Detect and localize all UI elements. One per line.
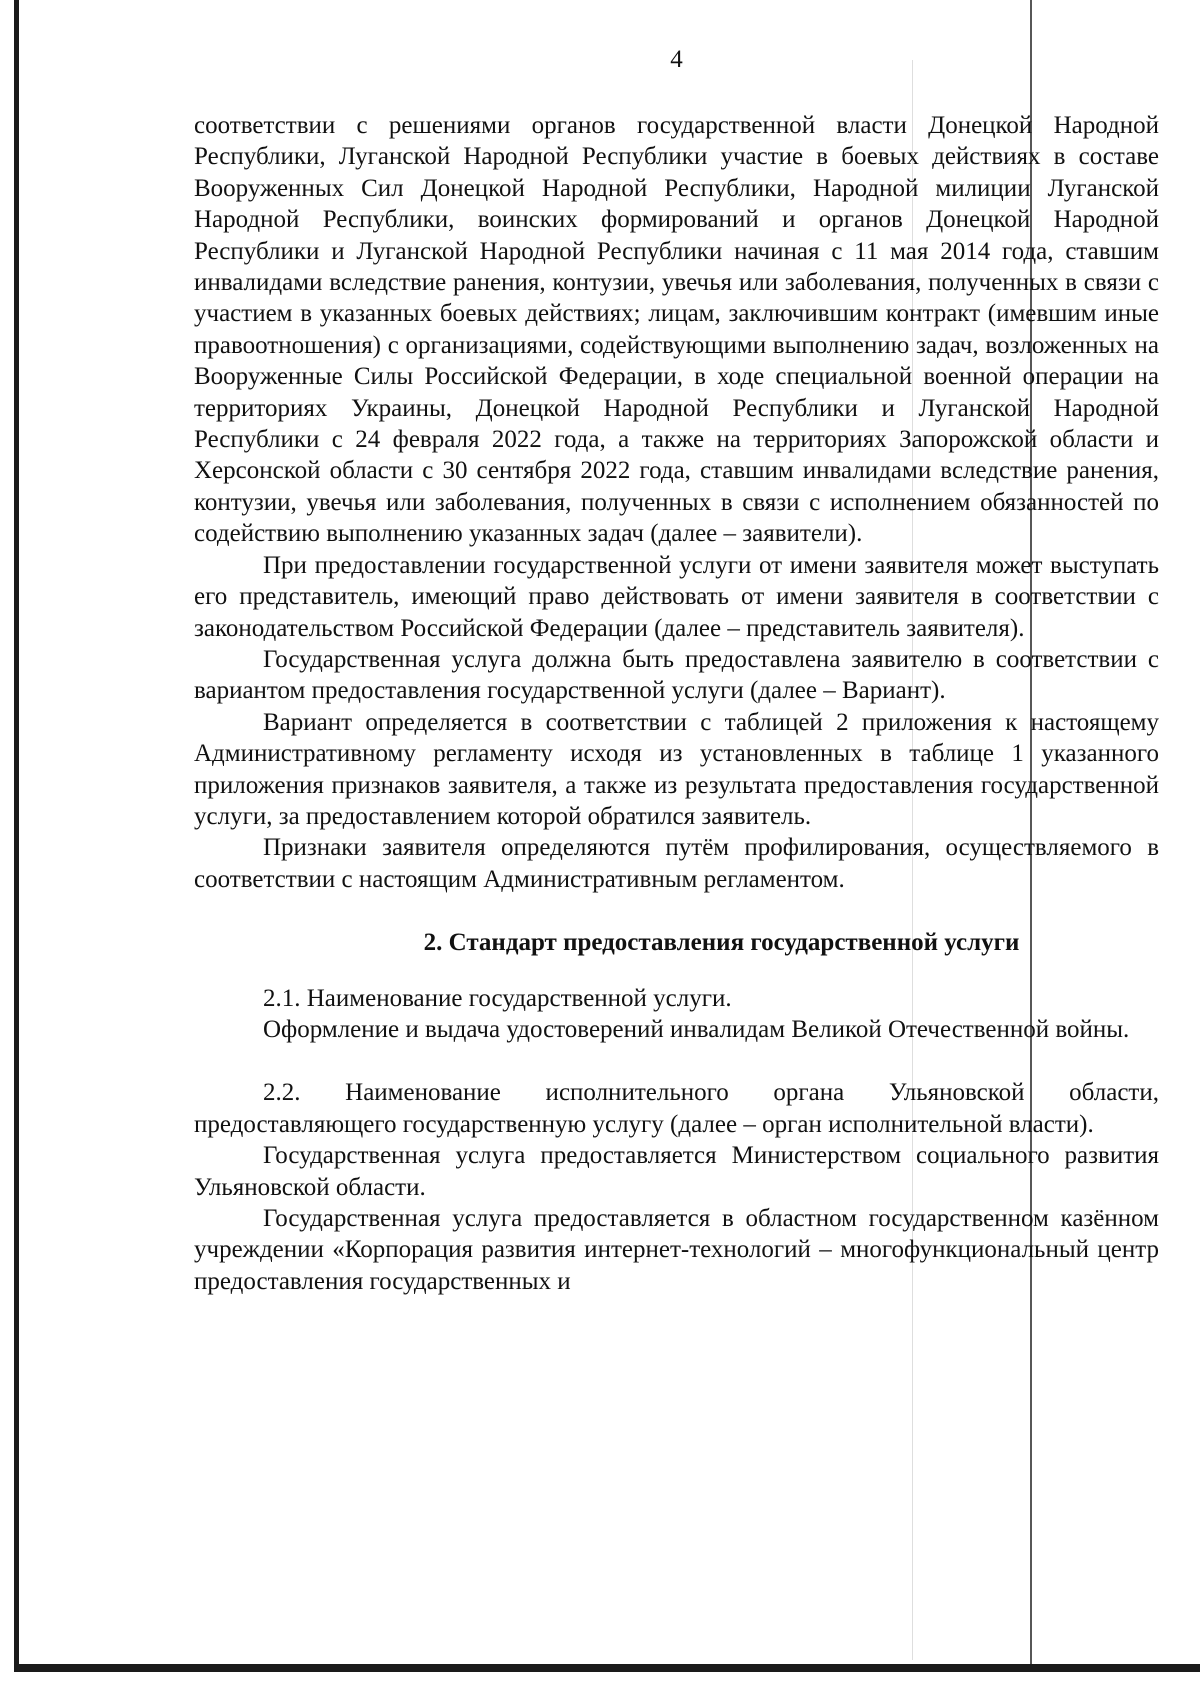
paragraph-applicants-continued: соответствии с решениями органов государственной власти Донецкой Народной Республики, Луганской Народной Республики участие в боевых действиях в составе Вооруженных Сил Донецкой Народной Республики, Народной милиции Луганской Народной Республики, воинских формирований и органов Донецкой Народной Республики и Луганской Народной Республики начиная с 11 мая 2014 года, ставшим инвалидами вследствие ранения, контузии, увечья или заболевания, полученных в связи с участием в указанных боевых действиях; лицам, заключившим контракт (имевшим иные правоотношения) с организациями, содействующими выполнению задач, возложенных на Вооруженные Силы Российской Федерации, в ходе специальной военной операции на территориях Украины, Донецкой Народной Республики и Луганской Народной Республики с 24 февраля 2022 года, а также на территориях Запорожской области и Херсонской области с 30 сентября 2022 года, ставшим инвалидами вследствие ранения, контузии, увечья или заболевания, полученных в связи с исполнением обязанностей по содействию выполнению указанных задач (далее – заявители).: [194, 112, 1159, 548]
scan-border-bottom: [14, 1664, 1200, 1672]
subsection-2-2-text-ministry: Государственная услуга предоставляется Министерством социального развития Ульяновской области.: [194, 1142, 1159, 1201]
subsection-2-2-text-mfc: Государственная услуга предоставляется в областном государственном казённом учреждении «Корпорация развития интернет-технологий – многофункциональный центр предоставления государственных и: [194, 1205, 1159, 1295]
paragraph-variant-provision: Государственная услуга должна быть предоставлена заявителю в соответствии с вариантом предоставления государственной услуги (далее – Вариант).: [194, 645, 1159, 705]
section-heading-standard: 2. Стандарт предоставления государственной услуги: [423, 929, 1020, 957]
document-body: [194, 110, 1159, 1297]
page-number: 4: [670, 46, 683, 73]
scan-border-left: [14, 0, 19, 1672]
subsection-2-1-title: 2.1. Наименование государственной услуги.: [263, 984, 732, 1012]
paragraph-variant-definition: Вариант определяется в соответствии с таблицей 2 приложения к настоящему Административному регламенту исходя из установленных в таблице 1 указанного приложения признаков заявителя, а также из результата предоставления государственной услуги, за предоставлением которой обратился заявитель.: [194, 708, 1159, 830]
paragraph-applicant-signs: Признаки заявителя определяются путём профилирования, осуществляемого в соответствии с настоящим Административным регламентом.: [194, 834, 1159, 893]
subsection-2-2-title: 2.2. Наименование исполнительного органа Ульяновской области, предоставляющего государственную услугу (далее – орган исполнительной власти).: [194, 1079, 1159, 1138]
subsection-2-1-text: Оформление и выдача удостоверений инвалидам Великой Отечественной войны.: [263, 1015, 1130, 1043]
paragraph-representative: При предоставлении государственной услуги от имени заявителя может выступать его представитель, имеющий право действовать от имени заявителя в соответствии с законодательством Российской Федерации (далее – представитель заявителя).: [194, 551, 1159, 642]
